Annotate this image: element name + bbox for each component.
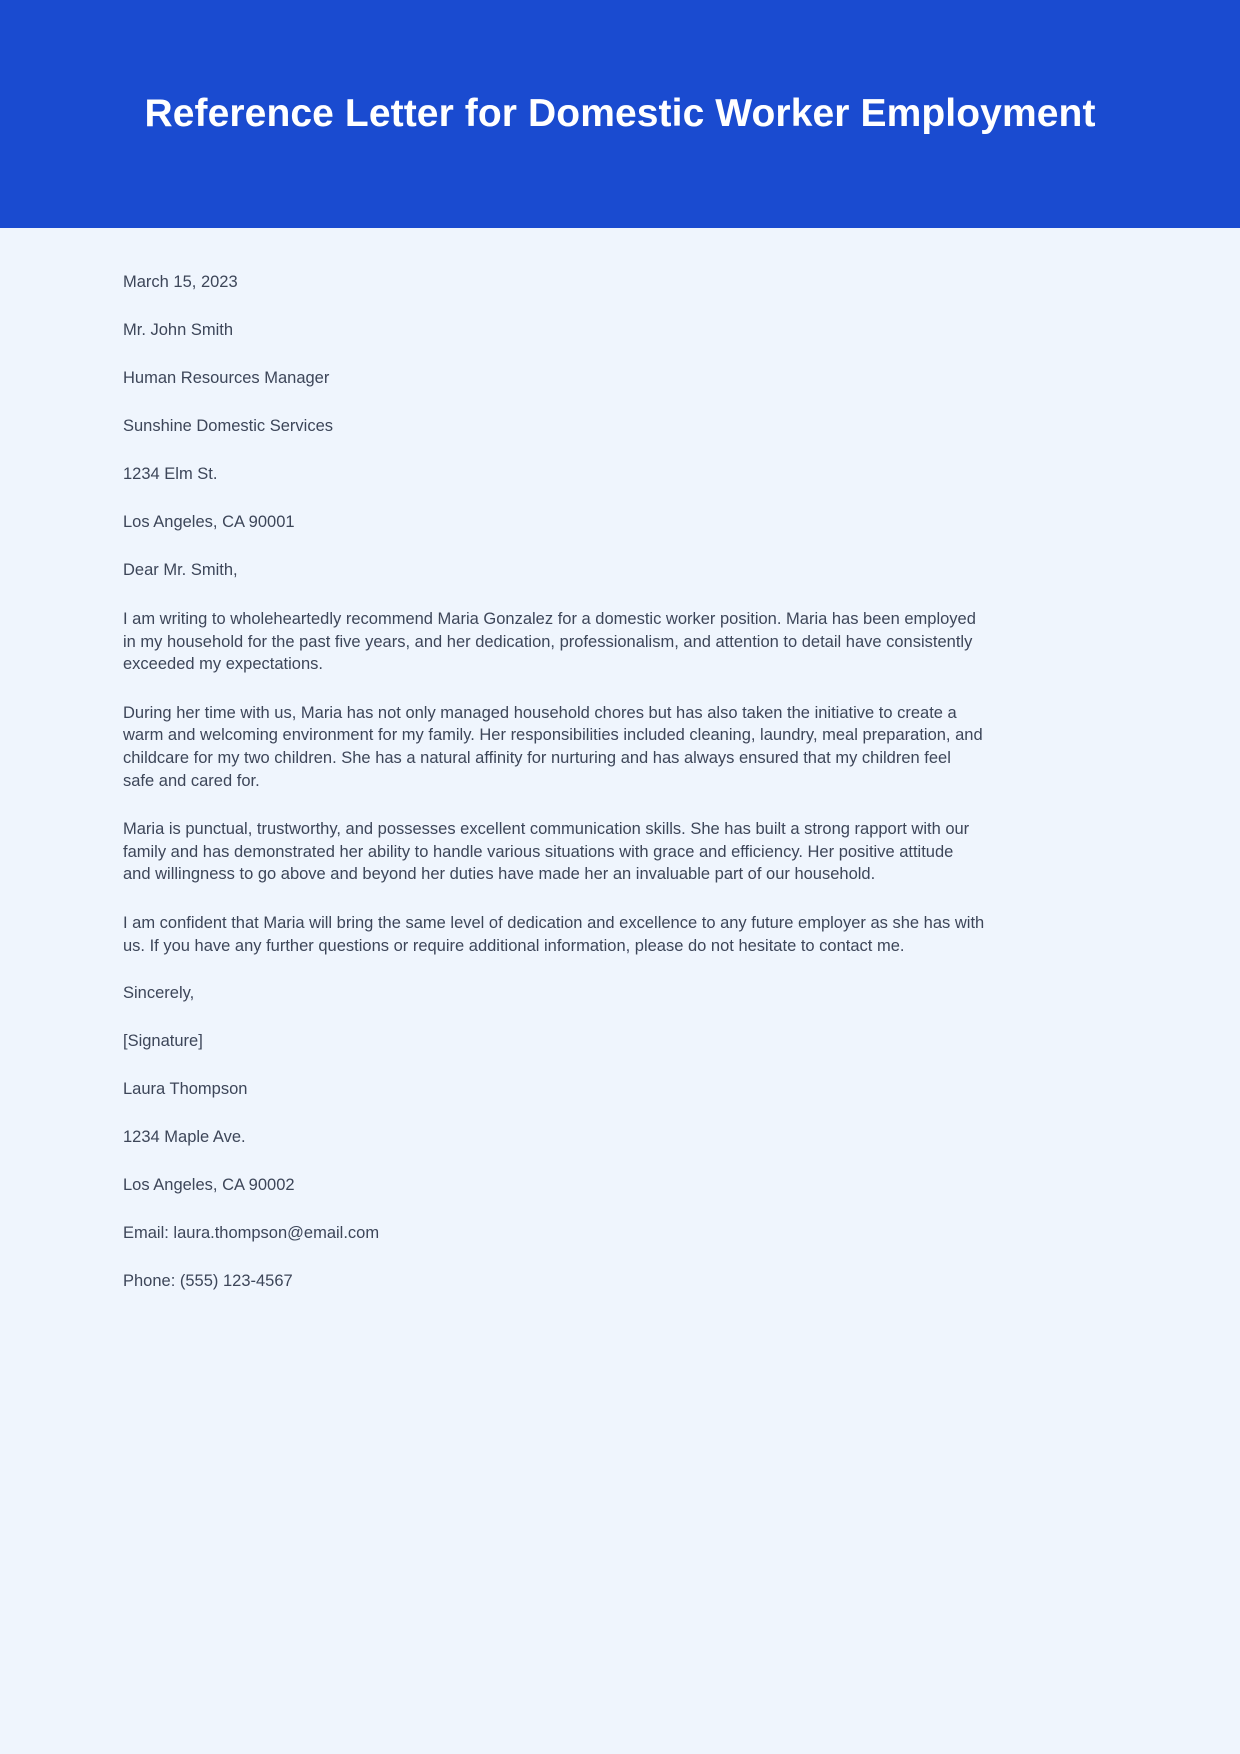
recipient-name: Mr. John Smith: [123, 321, 234, 339]
closing: Sincerely,: [123, 984, 195, 1003]
sender-city-state-zip: Los Angeles, CA 90002: [123, 1176, 295, 1195]
sender-street: 1234 Maple Ave.: [123, 1128, 246, 1147]
sender-email: Email: laura.thompson@email.com: [123, 1224, 380, 1243]
body-paragraph-2: During her time with us, Maria has not only managed household chores but has also taken the initiative to create a warm and welcoming environment for my family. Her responsibilities included cleaning, laundry, meal preparation, and childcare for my two children. She has a natural affinity for nurturing and has always ensured that my children feel safe and cared for.: [123, 703, 983, 790]
recipient-city-state-zip: Los Angeles, CA 90001: [123, 513, 295, 531]
body-paragraph-3: Maria is punctual, trustworthy, and possesses excellent communication skills. She has built a strong rapport with our family and has demonstrated her ability to handle various situations with grace and efficiency. Her positive attitude and willingness to go above and beyond her duties have made her an invaluable part of our household.: [123, 820, 970, 884]
signature-placeholder: [Signature]: [123, 1032, 203, 1051]
recipient-job-title: Human Resources Manager: [123, 369, 330, 387]
recipient-street: 1234 Elm St.: [123, 465, 218, 483]
document-header-band: [0, 0, 1240, 228]
body-paragraph-1: I am writing to wholeheartedly recommend Maria Gonzalez for a domestic worker position. Maria has been employed in my household for the past five years, and her dedication, professionalism, and attention to detail have consistently exceeded my expectations.: [123, 610, 976, 674]
salutation: Dear Mr. Smith,: [123, 561, 238, 579]
recipient-company: Sunshine Domestic Services: [123, 417, 334, 435]
sender-name: Laura Thompson: [123, 1080, 248, 1099]
page-title: Reference Letter for Domestic Worker Employment: [144, 91, 1096, 135]
letter-body: [0, 228, 1240, 1292]
letter-date: March 15, 2023: [123, 273, 238, 291]
sender-phone: Phone: (555) 123-4567: [123, 1272, 293, 1291]
letter-content-column: [123, 272, 985, 1292]
body-paragraph-4: I am confident that Maria will bring the same level of dedication and excellence to any future employer as she has with us. If you have any further questions or require additional information, please do not hesitate to contact me.: [123, 913, 985, 955]
